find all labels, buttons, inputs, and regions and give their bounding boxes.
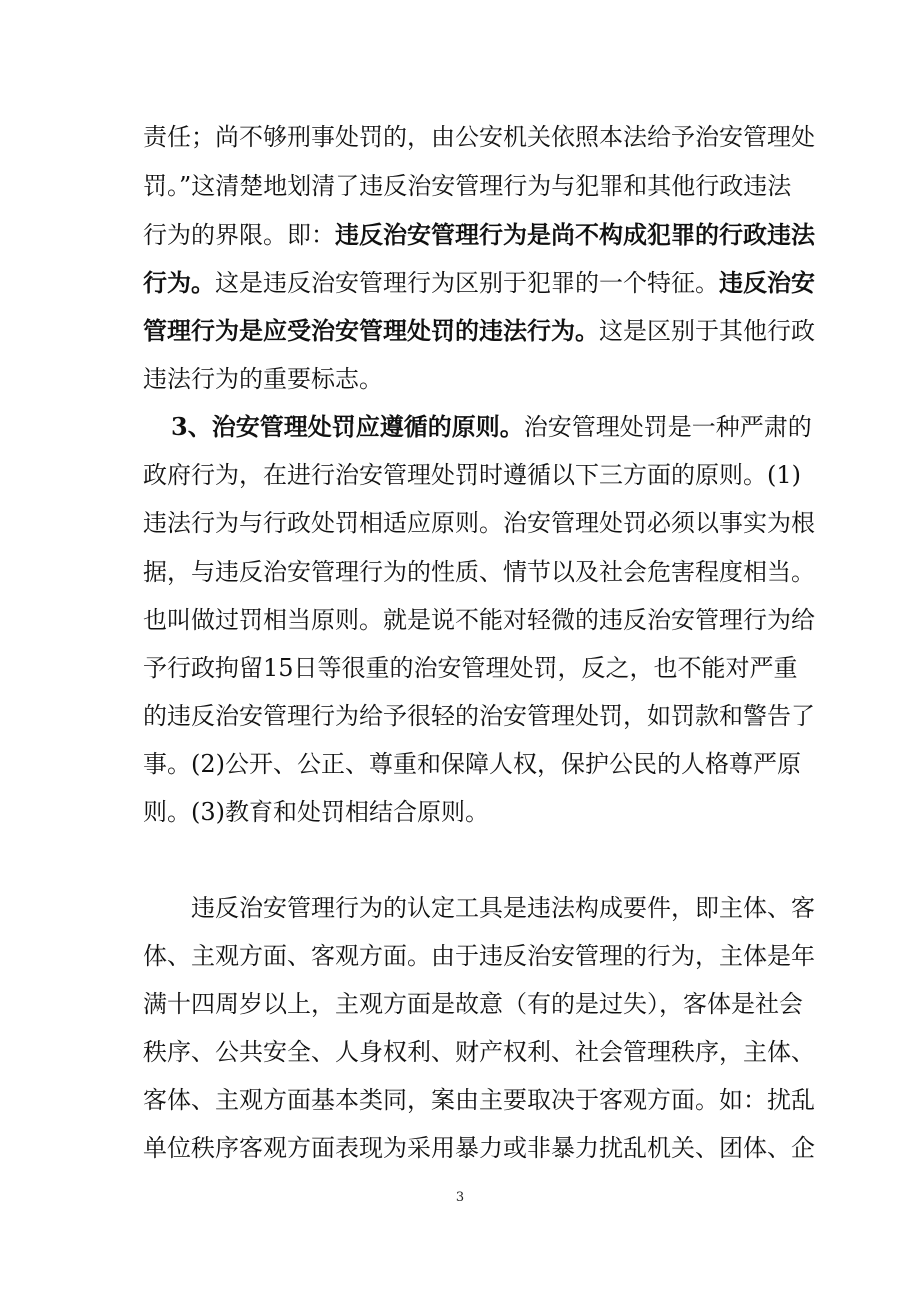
text-line: 秩序、公共安全、人身权利、财产权利、社会管理秩序，主体、 (143, 1038, 815, 1066)
text-line: 政府行为，在进行治安管理处罚时遵循以下三方面的原则。(1) (143, 461, 801, 489)
text-line: 责任；尚不够刑事处罚的，由公安机关依照本法给予治安管理处 (143, 123, 815, 151)
text-line: 客体、主观方面基本类同，案由主要取决于客观方面。如：扰乱 (143, 1086, 815, 1114)
text-line: 则。(3)教育和处罚相结合原则。 (143, 798, 489, 826)
text-line: 行为的界限。即：违反治安管理行为是尚不构成犯罪的行政违法 (143, 220, 815, 249)
bold-text: 违反治安管理行为是尚不构成犯罪的行政违法 (335, 220, 815, 249)
section-heading: 3、治安管理处罚应遵循的原则。 (171, 412, 524, 441)
text-line: 体、主观方面、客观方面。由于违反治安管理的行为，主体是年 (143, 942, 815, 970)
page-number: 3 (455, 1190, 465, 1205)
text-line: 予行政拘留15日等很重的治安管理处罚，反之，也不能对严重 (143, 654, 798, 682)
text-line: 3、治安管理处罚应遵循的原则。治安管理处罚是一种严肃的 (171, 412, 812, 441)
text-line: 事。(2)公开、公正、尊重和保障人权，保护公民的人格尊严原 (143, 750, 801, 778)
bold-text: 管理行为是应受治安管理处罚的违法行为。 (143, 316, 599, 345)
text-line: 的违反治安管理行为给予很轻的治安管理处罚，如罚款和警告了 (143, 702, 815, 730)
text-line: 单位秩序客观方面表现为采用暴力或非暴力扰乱机关、团体、企 (143, 1134, 815, 1162)
text-line: 违反治安管理行为的认定工具是违法构成要件，即主体、客 (191, 894, 815, 922)
text-line: 满十四周岁以上，主观方面是故意（有的是过失），客体是社会 (143, 990, 803, 1018)
text-line: 违法行为与行政处罚相适应原则。治安管理处罚必须以事实为根 (143, 509, 815, 537)
bold-text: 违反治安 (719, 268, 815, 297)
text-line: 也叫做过罚相当原则。就是说不能对轻微的违反治安管理行为给 (143, 606, 815, 634)
text-line: 行为。这是违反治安管理行为区别于犯罪的一个特征。违反治安 (143, 268, 815, 297)
text-line: 据，与违反治安管理行为的性质、情节以及社会危害程度相当。 (143, 558, 815, 586)
text-line: 罚。”这清楚地划清了违反治安管理行为与犯罪和其他行政违法 (143, 172, 792, 200)
text-line: 违法行为的重要标志。 (143, 365, 383, 393)
bold-text: 行为。 (143, 268, 215, 297)
text-line: 管理行为是应受治安管理处罚的违法行为。这是区别于其他行政 (143, 316, 815, 345)
